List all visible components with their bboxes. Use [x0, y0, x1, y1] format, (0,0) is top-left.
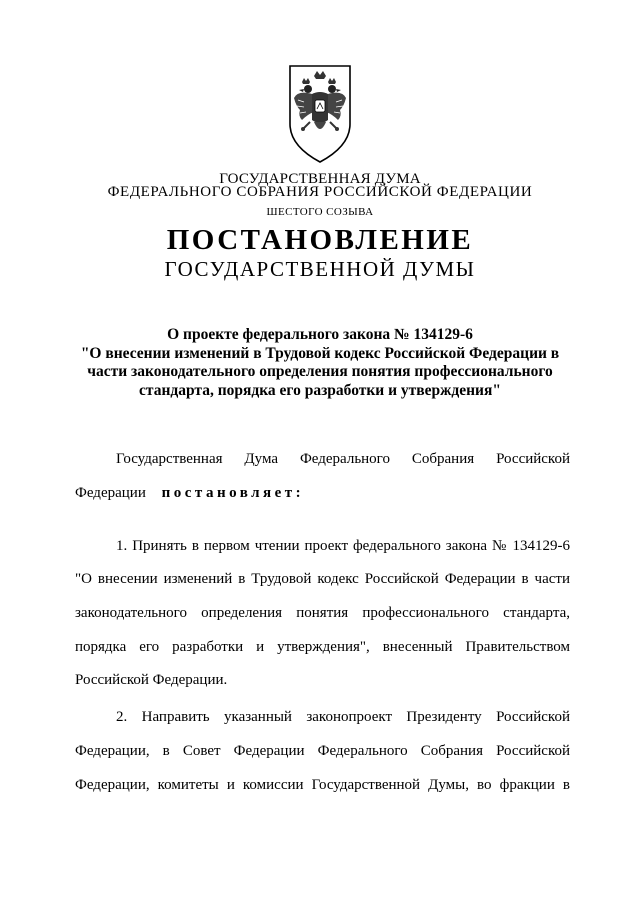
- intro-verb: постановляет:: [161, 485, 305, 501]
- intro-line-2: [75, 483, 570, 503]
- issuer-affiliation: ФЕДЕРАЛЬНОГО СОБРАНИЯ РОССИЙСКОЙ ФЕДЕРАЦИИ: [107, 184, 533, 200]
- title-line: "О внесении изменений в Трудовой кодекс Российской Федерации в: [80, 344, 560, 362]
- double-headed-eagle-icon: [286, 62, 354, 166]
- intro-line: Государственная Дума Федерального Собрания Российской: [116, 451, 570, 467]
- convocation: ШЕСТОГО СОЗЫВА: [266, 206, 374, 218]
- document-type-subtitle: ГОСУДАРСТВЕННОЙ ДУМЫ: [164, 257, 476, 281]
- title-line: О проекте федерального закона № 134129-6: [167, 326, 473, 343]
- item2-line: Федерации, комитеты и комиссии Государственной Думы, во фракции в: [75, 777, 570, 793]
- title-line: части законодательного определения понятия профессионального: [87, 363, 553, 380]
- document-type-title: ПОСТАНОВЛЕНИЕ: [166, 224, 474, 256]
- item1-line: законодательного определения понятия профессионального стандарта,: [75, 605, 570, 621]
- issuer-name: ГОСУДАРСТВЕННАЯ ДУМА: [219, 171, 421, 187]
- item1-line: "О внесении изменений в Трудовой кодекс Российской Федерации в части: [75, 571, 570, 587]
- intro-subject: Федерации: [75, 485, 146, 501]
- resolution-title: [70, 326, 570, 400]
- coat-of-arms-emblem: [286, 62, 354, 166]
- item1-line: Российской Федерации.: [75, 672, 228, 688]
- title-line: стандарта, порядка его разработки и утверждения": [139, 381, 501, 399]
- item1-line: 1. Принять в первом чтении проект федерального закона № 134129-6: [116, 538, 570, 554]
- item2-line: 2. Направить указанный законопроект Президенту Российской: [116, 709, 570, 725]
- item2-line: Федерации, в Совет Федерации Федерального Собрания Российской: [75, 743, 570, 759]
- item1-line: порядка его разработки и утверждения", внесенный Правительством: [75, 639, 570, 655]
